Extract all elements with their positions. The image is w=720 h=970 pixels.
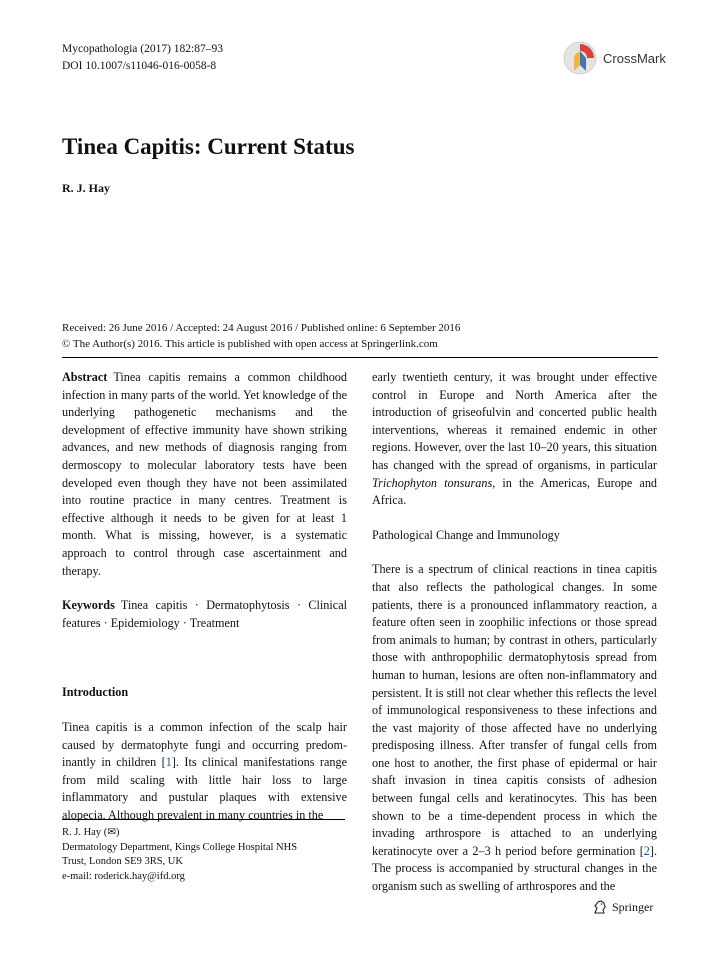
header-rule bbox=[62, 357, 658, 358]
keywords bbox=[62, 597, 347, 632]
affiliation-line1: Dermatology Department, Kings College Hospital NHS bbox=[62, 841, 298, 853]
author-name: R. J. Hay bbox=[62, 181, 110, 195]
doi[interactable]: DOI 10.1007/s11046-016-0058-8 bbox=[62, 60, 217, 72]
journal-header bbox=[62, 41, 223, 75]
publisher-logo bbox=[592, 899, 653, 915]
springer-horse-icon bbox=[592, 899, 608, 915]
dates-line: Received: 26 June 2016 / Accepted: 24 August 2016 / Published online: 6 September 2016 bbox=[62, 322, 461, 334]
affiliation-name: R. J. Hay (✉) bbox=[62, 827, 120, 838]
article-title: Tinea Capitis: Current Status bbox=[62, 134, 355, 159]
introduction-heading: Introduction bbox=[62, 685, 129, 700]
license-line: © The Author(s) 2016. This article is published with open access at Springerlink.com bbox=[62, 338, 438, 350]
crossmark-icon bbox=[563, 40, 597, 76]
abstract-text: Tinea capitis remains a common childhood infection in many parts of the world. Yet knowledge of the underlying pathogenetic mechanisms and the development of effective immunity have shown striking advances, and new methods of diagnosis ranging from dermoscopy to molecular laboratory tests have been developed even though they have not been assimilated into routine practice in many centres. Treatment is effective although it needs to be given for at least 1 month. What is missing, however, is a systematic approach to control through case ascertainment and therapy. bbox=[62, 370, 347, 578]
organism-name: Trichophyton tonsurans bbox=[372, 475, 493, 490]
keywords-label: Keywords bbox=[62, 598, 115, 613]
citation-link[interactable]: 1 bbox=[165, 755, 172, 770]
author-affiliation bbox=[62, 826, 297, 884]
affiliation-line2: Trust, London SE9 3RS, UK bbox=[62, 856, 183, 868]
keywords-text: Tinea capitis · Dermatophytosis · Clinical features · Epidemiology · Treatment bbox=[62, 598, 347, 630]
publication-info bbox=[62, 320, 460, 352]
footnote-rule bbox=[62, 819, 345, 820]
left-column bbox=[62, 369, 347, 824]
affiliation-email[interactable]: e-mail: roderick.hay@ifd.org bbox=[62, 870, 185, 882]
journal-citation: Mycopathologia (2017) 182:87–93 bbox=[62, 43, 223, 55]
citation-link[interactable]: 2 bbox=[643, 843, 650, 858]
section-heading: Pathological Change and Immunology bbox=[372, 527, 560, 542]
crossmark-label: CrossMark bbox=[603, 51, 666, 66]
abstract-label: Abstract bbox=[62, 370, 108, 384]
abstract bbox=[62, 369, 347, 580]
paragraph-pathology: There is a spectrum of clinical reactions in tinea capitis that also reflects the pathological changes. In some patients, there is a pronounced inflammatory reaction, a feature often seen in zoophilic infections or those spread from animals to human; by contrast in others, particularly those with anthropophilic dermatophytosis spread from human to human, lesions are often non-inflammatory and persistent. It is still not clear whether this reflects the level of immunological responsiveness to these infections and the vast majority of those affected have no underlying predisposing illness. After transfer of fungal cells from one host to another, the first phase of epidermal or hair shaft invasion in tinea capitis consists of adhesion between fungal cells and keratinocytes. This has been shown to be a time-dependent process in which the invading arthrospore is attached to an underlying keratinocyte over a 2–3 h period before germination [2]. The process is accompanied by structural changes in the organism such as swelling of arthrospores and the bbox=[372, 562, 657, 894]
paragraph-history: early twentieth century, it was brought under effective control in Europe and North America after the introduction of griseofulvin and concerted public health interventions, whereas it remained endemic in other regions. However, over the last 10–20 years, this situation has changed with the spread of organisms, in particular Trichophyton tonsurans, in the Americas, Europe and Africa. bbox=[372, 370, 658, 508]
publisher-name: Springer bbox=[612, 899, 654, 914]
right-column bbox=[372, 369, 657, 896]
introduction-text: Tinea capitis is a common infection of the scalp hair caused by dermatophyte fungi and occurring predominantly in children [1]. Its clinical manifestations range from mild scaling with little hair loss to large inflammatory and pustular plaques with extensive alopecia. Although prevalent in many countries in the bbox=[62, 719, 347, 822]
crossmark-badge[interactable] bbox=[563, 40, 673, 76]
